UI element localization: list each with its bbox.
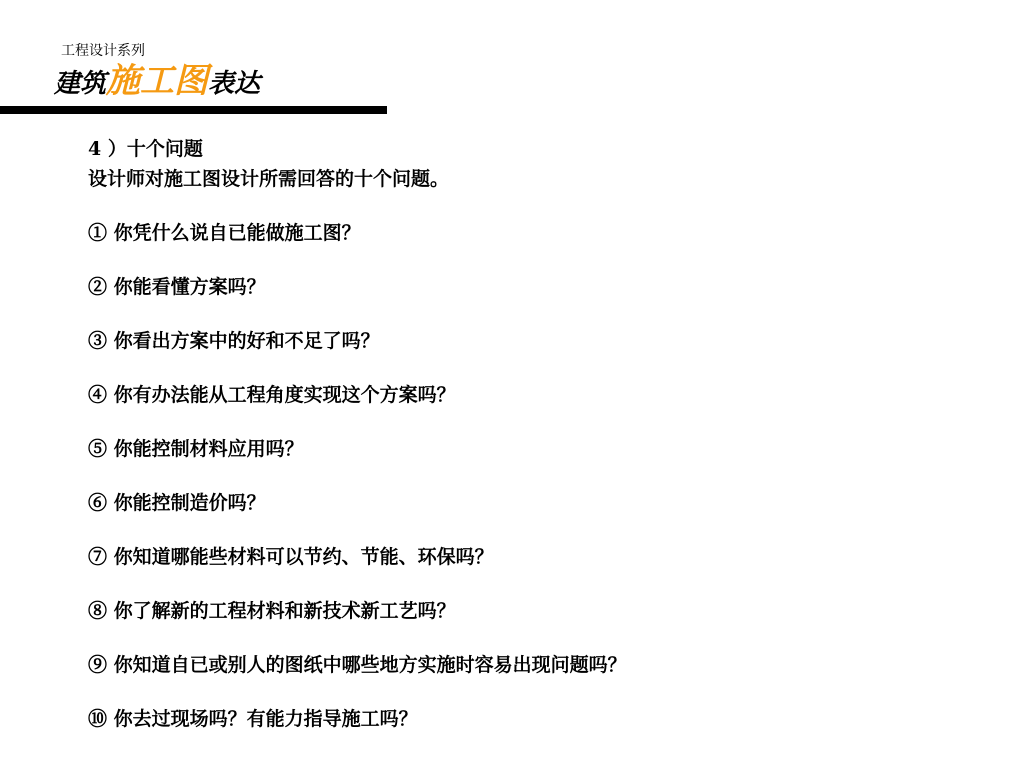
question-item: ① 你凭什么说自已能做施工图？ (88, 222, 361, 244)
title-highlight: 施工图 (106, 61, 209, 101)
section-intro: 设计师对施工图设计所需回答的十个问题。 (88, 168, 450, 190)
question-item: ③ 你看出方案中的好和不足了吗？ (88, 330, 380, 352)
question-item: ⑤ 你能控制材料应用吗？ (88, 438, 304, 460)
question-item: ④ 你有办法能从工程角度实现这个方案吗？ (88, 384, 456, 406)
slide-title (54, 61, 261, 101)
question-item: ⑨ 你知道自已或别人的图纸中哪些地方实施时容易出现问题吗？ (88, 654, 627, 676)
title-prefix: 建筑 (54, 69, 107, 99)
title-underline (0, 106, 387, 114)
section-heading: 4 ）十个问题 (88, 138, 203, 160)
question-item: ⑧ 你了解新的工程材料和新技术新工艺吗？ (88, 600, 456, 622)
title-suffix: 表达 (208, 69, 261, 99)
question-item: ⑥ 你能控制造价吗？ (88, 492, 266, 514)
question-item: ② 你能看懂方案吗？ (88, 276, 266, 298)
question-item: ⑩ 你去过现场吗？有能力指导施工吗？ (88, 708, 418, 730)
question-item: ⑦ 你知道哪能些材料可以节约、节能、环保吗？ (88, 546, 494, 568)
series-label: 工程设计系列 (61, 43, 145, 59)
